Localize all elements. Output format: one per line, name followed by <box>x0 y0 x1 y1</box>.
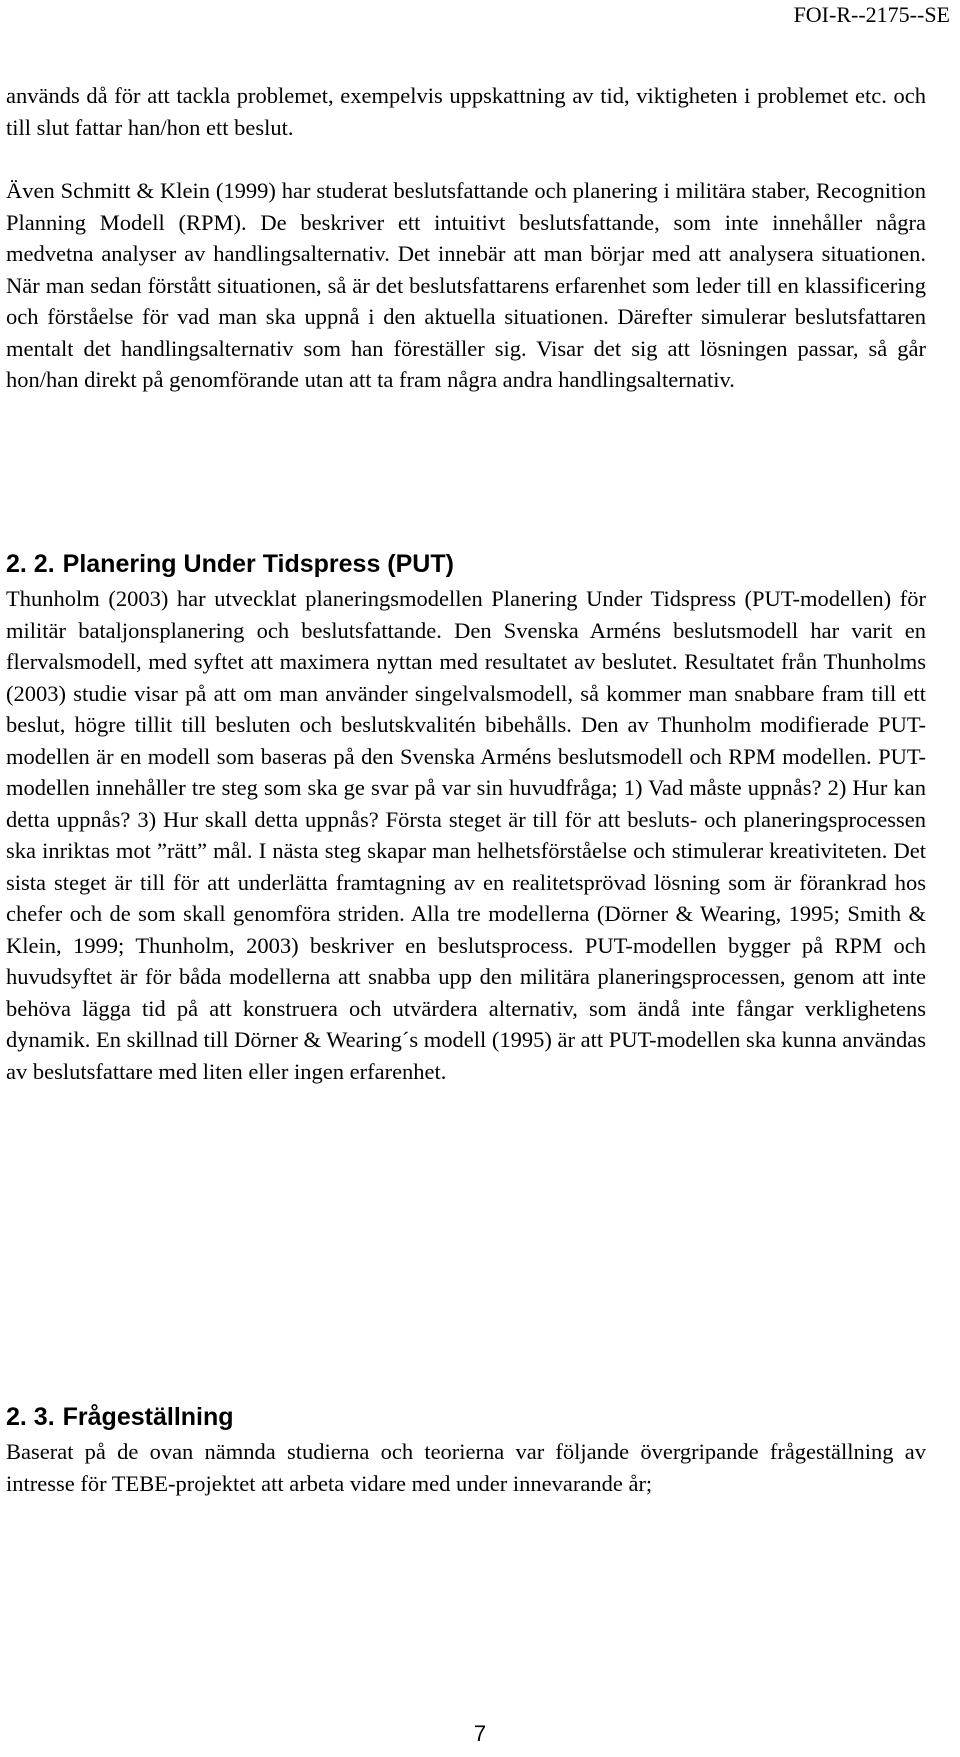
paragraph-question: Baserat på de ovan nämnda studierna och teorierna var följande övergripande frågeställning av intresse för TEBE-projektet att arbeta vidare med under innevarande år; <box>6 1439 926 1496</box>
section-heading-question <box>6 1402 234 1432</box>
page-number: 7 <box>473 1721 487 1746</box>
section-number: 2. 2. <box>6 550 55 578</box>
section-title: Frågeställning <box>62 1403 234 1431</box>
section-number: 2. 3. <box>6 1403 55 1431</box>
paragraph-rpm: Även Schmitt & Klein (1999) har studerat beslutsfattande och planering i militära staber, Recognition Planning Modell (RPM). De beskriver ett intuitivt beslutsfattande, som inte innehåller några medvetna analyser av handlingsalternativ. Det innebär att man börjar med att analysera situationen. När man sedan förstått situationen, så är det beslutsfattarens erfarenhet som leder till en klassificering och förståelse för vad man ska uppnå i den aktuella situationen. Därefter simulerar beslutsfattaren mentalt det handlingsalternativ som han föreställer sig. Visar det sig att lösningen passar, så går hon/han direkt på genomförande utan att ta fram några andra handlingsalternativ. <box>6 178 926 392</box>
paragraph-continuation: används då för att tackla problemet, exempelvis uppskattning av tid, viktigheten i problemet etc. och till slut fattar han/hon ett beslut. <box>6 83 926 140</box>
report-code: FOI-R--2175--SE <box>793 2 950 27</box>
paragraph-put: Thunholm (2003) har utvecklat planeringsmodellen Planering Under Tidspress (PUT-modellen) för militär bataljonsplanering och beslutsfattande. Den Svenska Arméns beslutsmodell har varit en flervalsmodell, med syftet att maximera nyttan med resultatet av beslutet. Resultatet från Thunholms (2003) studie visar på att om man använder singelvalsmodell, så kommer man snabbare fram till ett beslut, högre tillit till besluten och beslutskvalitén bibehålls. Den av Thunholm modifierade PUT-modellen är en modell som baseras på den Svenska Arméns beslutsmodell och RPM modellen. PUT-modellen innehåller tre steg som ska ge svar på var sin huvudfråga; 1) Vad måste uppnås? 2) Hur kan detta uppnås? 3) Hur skall detta uppnås? Första steget är till för att besluts- och planeringsprocessen ska inriktas mot ”rätt” mål. I nästa steg skapar man helhetsförståelse och stimulerar kreativiteten. Det sista steget är till för att underlätta framtagning av en realitetsprövad lösning som är förankrad hos chefer och de som skall genomföra striden. Alla tre modellerna (Dörner & Wearing, 1995; Smith & Klein, 1999; Thunholm, 2003) beskriver en beslutsprocess. PUT-modellen bygger på RPM och huvudsyftet är för båda modellerna att snabba upp den militära planeringsprocessen, genom att inte behöva lägga tid på att konstruera och utvärdera alternativ, som ändå inte fångar verklighetens dynamik. En skillnad till Dörner & Wearing´s modell (1995) är att PUT-modellen ska kunna användas av beslutsfattare med liten eller ingen erfarenhet. <box>6 586 926 1084</box>
section-title: Planering Under Tidspress (PUT) <box>62 550 454 578</box>
section-heading-put <box>6 549 454 579</box>
